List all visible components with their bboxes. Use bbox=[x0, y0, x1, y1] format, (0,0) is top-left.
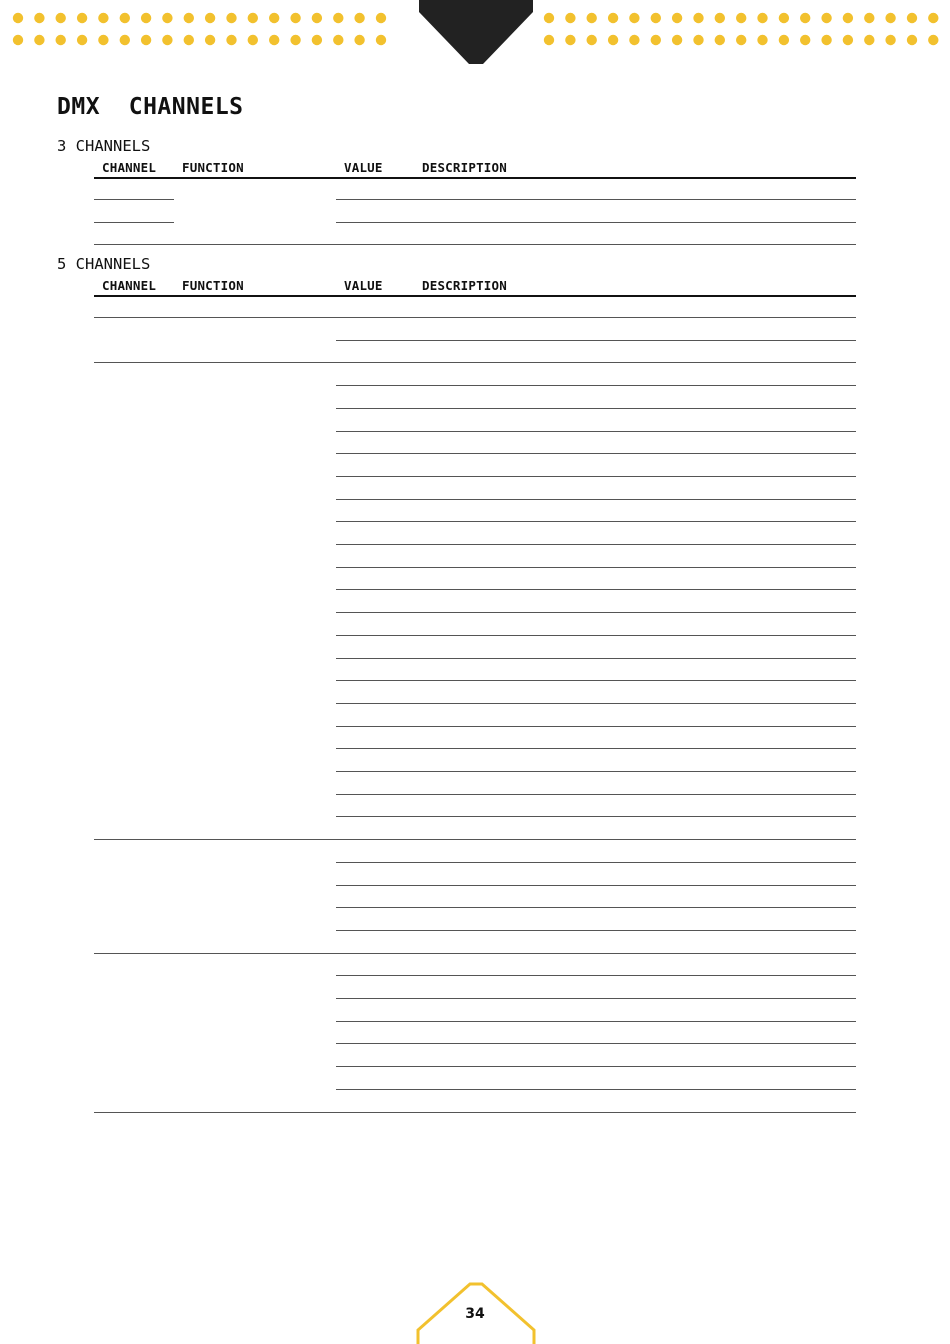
decorative-dot bbox=[56, 35, 66, 45]
table-row-rule bbox=[336, 408, 856, 409]
table-row-rule bbox=[94, 244, 856, 245]
decorative-dot bbox=[821, 13, 831, 23]
table-channel-rule bbox=[94, 362, 856, 363]
table-row-rule bbox=[336, 340, 856, 341]
decorative-dot bbox=[269, 35, 279, 45]
section-title-3-channels: 3 CHANNELS bbox=[57, 137, 151, 155]
decorative-dot bbox=[248, 35, 258, 45]
table-row-rule bbox=[336, 1021, 856, 1022]
decorative-dot bbox=[779, 35, 789, 45]
decorative-dot bbox=[843, 35, 853, 45]
decorative-dot bbox=[544, 35, 554, 45]
column-header-function: FUNCTION bbox=[182, 278, 244, 293]
decorative-dot bbox=[34, 35, 44, 45]
table-row-rule bbox=[336, 1089, 856, 1090]
table-row-rule bbox=[336, 658, 856, 659]
table-row-rule bbox=[336, 680, 856, 681]
decorative-dot bbox=[779, 13, 789, 23]
decorative-dot bbox=[757, 13, 767, 23]
table-row-rule bbox=[336, 816, 856, 817]
decorative-dot bbox=[269, 13, 279, 23]
decorative-dot bbox=[312, 35, 322, 45]
section-title-5-channels: 5 CHANNELS bbox=[57, 255, 151, 273]
decorative-dot bbox=[672, 35, 682, 45]
decorative-dot bbox=[736, 13, 746, 23]
decorative-dot bbox=[693, 13, 703, 23]
decorative-dot bbox=[141, 35, 151, 45]
decorative-dot bbox=[565, 35, 575, 45]
table-row-rule bbox=[336, 222, 856, 223]
decorative-dot bbox=[715, 35, 725, 45]
column-header-channel: CHANNEL bbox=[102, 278, 157, 293]
decorative-dot bbox=[184, 35, 194, 45]
decorative-dot bbox=[376, 35, 386, 45]
table-row-rule bbox=[336, 521, 856, 522]
decorative-dot bbox=[290, 13, 300, 23]
table-row-rule bbox=[336, 862, 856, 863]
table-row-rule bbox=[94, 222, 174, 223]
decorative-dot bbox=[333, 13, 343, 23]
decorative-dot bbox=[608, 13, 618, 23]
decorative-dot bbox=[120, 13, 130, 23]
column-header-description: DESCRIPTION bbox=[422, 278, 507, 293]
decorative-dot bbox=[56, 13, 66, 23]
decorative-dot bbox=[13, 13, 23, 23]
decorative-dot bbox=[821, 35, 831, 45]
table-row-rule bbox=[336, 431, 856, 432]
column-header-function: FUNCTION bbox=[182, 160, 244, 175]
decorative-dot bbox=[608, 35, 618, 45]
decorative-dot bbox=[864, 35, 874, 45]
table-row-rule bbox=[336, 567, 856, 568]
table-row-rule bbox=[336, 726, 856, 727]
decorative-dot bbox=[800, 35, 810, 45]
decorative-dot bbox=[715, 13, 725, 23]
page-title: DMX CHANNELS bbox=[57, 94, 244, 120]
table-row-rule bbox=[336, 1066, 856, 1067]
table-row-rule bbox=[336, 544, 856, 545]
decorative-dot bbox=[565, 13, 575, 23]
decorative-dot bbox=[864, 13, 874, 23]
decorative-dot bbox=[77, 13, 87, 23]
table-row-rule bbox=[336, 635, 856, 636]
column-header-value: VALUE bbox=[344, 160, 383, 175]
decorative-dot bbox=[141, 13, 151, 23]
decorative-dot bbox=[98, 13, 108, 23]
decorative-dot bbox=[843, 13, 853, 23]
table-channel-rule bbox=[94, 317, 856, 318]
decorative-dot bbox=[693, 35, 703, 45]
table-row-rule bbox=[94, 199, 174, 200]
table-row-rule bbox=[336, 453, 856, 454]
decorative-dot bbox=[651, 35, 661, 45]
decorative-dot bbox=[757, 35, 767, 45]
decorative-dot bbox=[354, 13, 364, 23]
table-row-rule bbox=[336, 612, 856, 613]
column-header-description: DESCRIPTION bbox=[422, 160, 507, 175]
decorative-dot bbox=[205, 35, 215, 45]
decorative-dot bbox=[907, 35, 917, 45]
decorative-dot bbox=[800, 13, 810, 23]
table-row-rule bbox=[336, 998, 856, 999]
top-chevron bbox=[419, 0, 533, 64]
table-row-rule bbox=[336, 1043, 856, 1044]
decorative-dot bbox=[928, 13, 938, 23]
table-row-rule bbox=[336, 499, 856, 500]
table-row-rule bbox=[336, 748, 856, 749]
decorative-dot bbox=[77, 35, 87, 45]
decorative-dot bbox=[544, 13, 554, 23]
decorative-dot bbox=[290, 35, 300, 45]
table-row-rule bbox=[336, 794, 856, 795]
table-row-rule bbox=[336, 385, 856, 386]
decorative-dot bbox=[98, 35, 108, 45]
decorative-dot bbox=[587, 13, 597, 23]
top-decoration bbox=[0, 0, 950, 70]
decorative-dot bbox=[736, 35, 746, 45]
decorative-dot bbox=[34, 13, 44, 23]
decorative-dot bbox=[333, 35, 343, 45]
decorative-dot bbox=[629, 35, 639, 45]
decorative-dot bbox=[13, 35, 23, 45]
decorative-dot bbox=[629, 13, 639, 23]
decorative-dot bbox=[672, 13, 682, 23]
decorative-dot bbox=[162, 35, 172, 45]
table-row-rule bbox=[336, 975, 856, 976]
decorative-dot bbox=[928, 35, 938, 45]
table-row-rule bbox=[336, 476, 856, 477]
column-header-value: VALUE bbox=[344, 278, 383, 293]
decorative-dot bbox=[226, 13, 236, 23]
table-row-rule bbox=[336, 885, 856, 886]
decorative-dot bbox=[162, 13, 172, 23]
decorative-dot bbox=[885, 13, 895, 23]
page-number: 34 bbox=[465, 1306, 485, 1322]
table-row-rule bbox=[336, 703, 856, 704]
table-row-rule bbox=[336, 907, 856, 908]
table-row-rule bbox=[336, 589, 856, 590]
table-row-rule bbox=[336, 771, 856, 772]
decorative-dot bbox=[376, 13, 386, 23]
table-header-rule bbox=[94, 295, 856, 297]
decorative-dot bbox=[184, 13, 194, 23]
decorative-dot bbox=[312, 13, 322, 23]
decorative-dot bbox=[248, 13, 258, 23]
decorative-dot bbox=[587, 35, 597, 45]
table-channel-rule bbox=[94, 953, 856, 954]
table-row-rule bbox=[336, 199, 856, 200]
table-row-rule bbox=[336, 930, 856, 931]
table-channel-rule bbox=[94, 839, 856, 840]
decorative-dot bbox=[226, 35, 236, 45]
table-channel-rule bbox=[94, 1112, 856, 1113]
decorative-dot bbox=[120, 35, 130, 45]
column-header-channel: CHANNEL bbox=[102, 160, 157, 175]
decorative-dot bbox=[354, 35, 364, 45]
decorative-dot bbox=[651, 13, 661, 23]
decorative-dot bbox=[907, 13, 917, 23]
decorative-dot bbox=[885, 35, 895, 45]
table-header-rule bbox=[94, 177, 856, 179]
decorative-dot bbox=[205, 13, 215, 23]
